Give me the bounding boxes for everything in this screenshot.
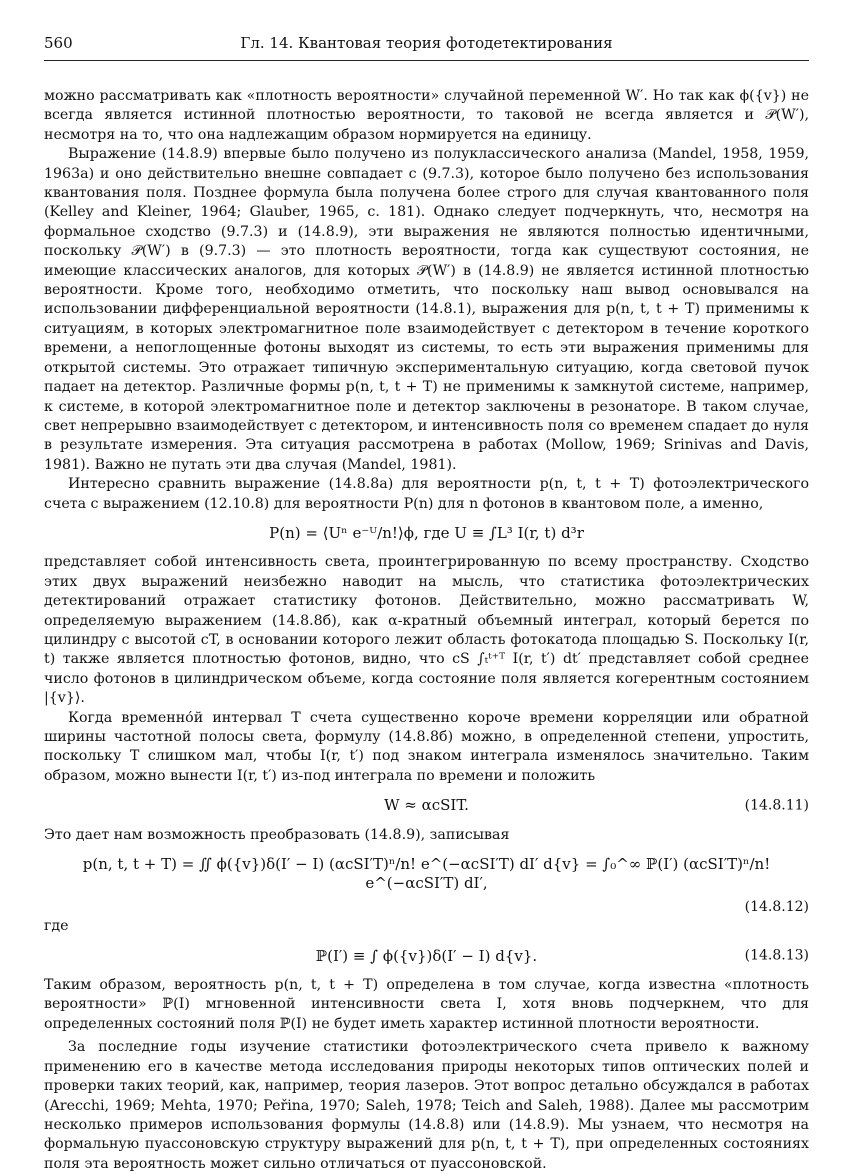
page <box>44 34 809 1174</box>
equation-14-8-12-text: p(n, t, t + T) = ∬ ϕ({v})δ(I′ − I) (αcSI′T)ⁿ/n! e^(−αcSI′T) dI′ d{v} = ∫₀^∞ ℙ(I′) (αcSI′T)ⁿ/n! e^(−αcSI′T) dI′, <box>82 855 771 893</box>
paragraph-3: Интересно сравнить выражение (14.8.8а) для вероятности p(n, t, t + T) фотоэлектрического счета с выражением (12.10.8) для вероятности P(n) для n фотонов в квантовом поле, а именно, <box>44 476 809 512</box>
equation-14-8-12-number: (14.8.12) <box>744 898 809 915</box>
paragraph-9: За последние годы изучение статистики фотоэлектрического счета привело к важному применению его в качестве метода исследования природы некоторых типов оптических полей и проверки таких теорий, как, например, теория лазеров. Этот вопрос детально обсуждался в работах (Arecchi, 1969; Mehta, 1970; Peřina, 1970; Saleh, 1978; Teich and Saleh, 1988). Далее мы рассмотрим несколько примеров использования формулы (14.8.8) или (14.8.9). Мы узнаем, что несмотря на формальную пуассоновскую структуру выражений для p(n, t, t + T), при определенных состояниях поля эта вероятность может сильно отличаться от пуассоновской. <box>44 1039 809 1172</box>
header-rule <box>44 60 809 61</box>
equation-14-8-13-text: ℙ(I′) ≡ ∫ ϕ({v})δ(I′ − I) d{v}. <box>315 946 538 965</box>
paragraph-7: где <box>44 918 69 935</box>
equation-14-8-11 <box>44 796 809 815</box>
body-text <box>44 87 809 1174</box>
equation-14-8-11-text: W ≈ αcSIT. <box>384 796 469 815</box>
paragraph-6: Это дает нам возможность преобразовать (14.8.9), записывая <box>44 826 510 843</box>
paragraph-1: можно рассматривать как «плотность вероятности» случайной переменной W′. Но так как ϕ({v}) не всегда является истинной плотностью вероятности, то таковой не всегда является и 𝒫(W′), несмотря на то, что она надлежащим образом нормируется на единицу. <box>44 88 809 143</box>
running-head: Гл. 14. Квантовая теория фотодетектирования <box>240 34 613 52</box>
equation-14-8-11-number: (14.8.11) <box>744 797 809 814</box>
paragraph-4: представляет собой интенсивность света, проинтегрированную по всему пространству. Сходство этих двух выражений неизбежно наводит на мысль, что статистика фотоэлектрических детектирований отражает статистику фотонов. Действительно, можно рассматривать W, определяемую выражением (14.8.8б), как α-кратный объемный интеграл, который берется по цилиндру с высотой cT, в основании которого лежит область фотокатода площадью S. Поскольку I(r, t) также является плотностью фотонов, видно, что cS ∫ₜᵗ⁺ᵀ I(r, t′) dt′ представляет собой среднее число фотонов в цилиндрическом объеме, когда состояние поля является когерентным состоянием |{v}⟩. <box>44 554 809 707</box>
paragraph-8: Таким образом, вероятность p(n, t, t + T) определена в том случае, когда известна «плотность вероятности» ℙ(I) мгновенной интенсивности света I, хотя вновь подчеркнем, что для определенных состояний поля ℙ(I) не будет иметь характер истинной плотности вероятности. <box>44 977 809 1032</box>
equation-14-8-13 <box>44 947 809 966</box>
equation-14-8-13-number: (14.8.13) <box>744 947 809 964</box>
equation-pn-text: P(n) = ⟨Uⁿ e⁻ᵁ/n!⟩ϕ, где U ≡ ∫L³ I(r, t) d³r <box>269 523 584 542</box>
paragraph-2: Выражение (14.8.9) впервые было получено из полуклассического анализа (Mandel, 1958, 1959, 1963a) и оно действительно внешне совпадает с (9.7.3), которое было получено без использования квантования поля. Позднее формула была получена более строго для случая квантованного поля (Kelley and Kleiner, 1964; Glauber, 1965, c. 181). Однако следует подчеркнуть, что, несмотря на формальное сходство (9.7.3) и (14.8.9), эти выражения не являются полностью идентичными, поскольку 𝒫(W′) в (9.7.3) — это плотность вероятности, тогда как существуют состояния, не имеющие классических аналогов, для которых 𝒫(W′) в (14.8.9) не является истинной плотностью вероятности. Кроме того, необходимо отметить, что поскольку наш вывод основывался на использовании дифференциальной вероятности (14.8.1), выражения для p(n, t, t + T) применимы к ситуациям, в которых электромагнитное поле взаимодействует с детектором в течение короткого времени, а непоглощенные фотоны выходят из системы, то есть эти выражения применимы для открытой системы. Это отражает типичную экспериментальную ситуацию, когда световой пучок падает на детектор. Различные формы p(n, t, t + T) не применимы к замкнутой системе, например, к системе, в которой электромагнитное поле и детектор заключены в резонаторе. В таком случае, свет непрерывно взаимодействует с детектором, и интенсивность поля со временем спадает до нуля в результате измерения. Эта ситуация рассмотрена в работах (Mollow, 1969; Srinivas and Davis, 1981). Важно не путать эти два случая (Mandel, 1981). <box>44 146 809 473</box>
equation-14-8-12 <box>44 855 809 894</box>
page-header <box>44 34 809 56</box>
paragraph-5: Когда временно́й интервал T счета существенно короче времени корреляции или обратной ширины частотной полосы света, формулу (14.8.8б) можно, в определенной степени, упростить, поскольку T слишком мал, чтобы I(r, t′) под знаком интеграла изменялось значительно. Таким образом, можно вынести I(r, t′) из-под интеграла по времени и положить <box>44 709 809 784</box>
page-number: 560 <box>44 34 73 52</box>
equation-pn <box>44 524 809 543</box>
